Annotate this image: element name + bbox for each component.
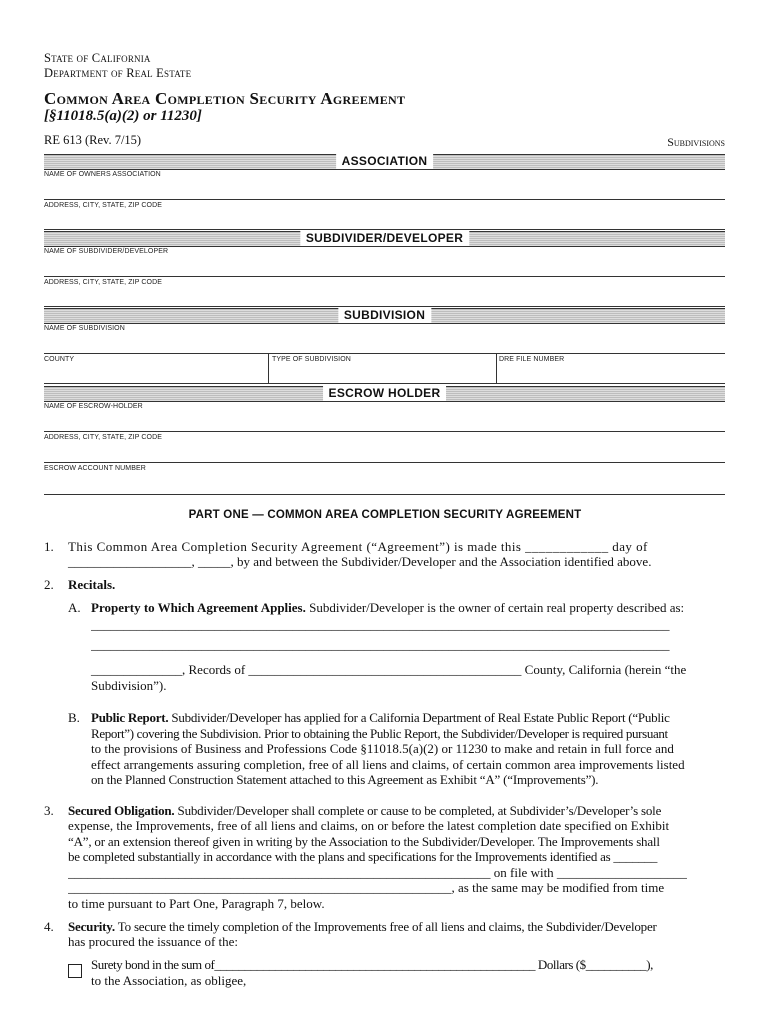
item2-title: Recitals. [68, 577, 116, 592]
subdivider-section-title: SUBDIVIDER/DEVELOPER [300, 231, 469, 246]
county-divider [268, 353, 269, 383]
part-one-heading: PART ONE — COMMON AREA COMPLETION SECURITY AGREEMENT [188, 509, 582, 521]
item2b-line5: on the Planned Construction Statement attached to this Agreement as Exhibit “A” (“Improvements”). [91, 772, 599, 787]
property-description-line1[interactable]: _________________________________________________________________________________________ [91, 617, 670, 632]
item2a-letter: A. [68, 600, 81, 615]
association-name-label: NAME OF OWNERS ASSOCIATION [44, 171, 161, 178]
item2b-heading: Public Report. [91, 710, 169, 725]
item3-line3: “A”, or an extension thereof given in writing by the Association to the Subdivider/Developer. The Improvements shall [68, 834, 660, 849]
item2b-line1 [91, 710, 670, 726]
escrow-account-field[interactable] [44, 494, 725, 495]
surety-bond-obligee: to the Association, as obligee, [91, 973, 247, 988]
subdivider-address-field[interactable] [44, 306, 725, 307]
property-records-line[interactable]: ______________, Records of __________________________________________ County, California (herein “the [91, 662, 687, 677]
surety-bond-line[interactable]: Surety bond in the sum of_____________________________________________________ Dollars ($__________), [91, 957, 653, 972]
property-description-line2[interactable]: _________________________________________________________________________________________ [91, 637, 670, 652]
association-section-bar [44, 154, 725, 170]
item2b-body-1: Subdivider/Developer has applied for a California Department of Real Estate Public Report (“Public [168, 710, 670, 725]
item2b-line3: to the provisions of Business and Professions Code §11018.5(a)(2) or 11230 to make and retain in full force and [91, 741, 674, 756]
item3-line2: expense, the Improvements, free of all liens and claims, on or before the latest completion date specified on Exhibit [68, 818, 670, 833]
subdivider-name-field[interactable] [44, 276, 725, 277]
item4-heading: Security. [68, 919, 115, 934]
item2b-letter: B. [68, 710, 80, 725]
form-number: RE 613 (Rev. 7/15) [44, 133, 142, 147]
item2-number: 2. [44, 577, 54, 592]
item1-number: 1. [44, 539, 54, 554]
item3-plans-line2[interactable]: ___________________________________________________________, as the same may be modified from time [68, 880, 665, 895]
item3-line7: to time pursuant to Part One, Paragraph 7, below. [68, 896, 325, 911]
property-subdivision-close: Subdivision”). [91, 678, 167, 693]
subdivision-details-field[interactable] [44, 383, 725, 384]
type-divider [496, 353, 497, 383]
item2a-text [91, 600, 684, 616]
escrow-address-label: ADDRESS, CITY, STATE, ZIP CODE [44, 434, 163, 441]
item2a-heading: Property to Which Agreement Applies. [91, 600, 306, 615]
item2b-line4: effect arrangements assuring completion, free of all liens and claims, of certain common area improvements listed [91, 757, 685, 772]
department-name: Department of Real Estate [44, 66, 192, 80]
item1-line2: ___________________, _____, by and between the Subdivider/Developer and the Association identified above. [68, 554, 652, 569]
association-address-label: ADDRESS, CITY, STATE, ZIP CODE [44, 202, 163, 209]
item3-plans-line[interactable]: _________________________________________________________________ on file with ____________________ [68, 865, 687, 880]
subdivision-county-label: COUNTY [44, 356, 75, 363]
item1-line1: This Common Area Completion Security Agreement (“Agreement”) is made this ____________ day of [68, 539, 648, 554]
form-category: Subdivisions [667, 135, 725, 149]
item3-body-1: Subdivider/Developer shall complete or cause to be completed, at Subdivider’s/Developer’s sole [174, 803, 662, 818]
item4-body-1: To secure the timely completion of the Improvements free of all liens and claims, the Subdivider/Developer [114, 919, 657, 934]
item3-heading: Secured Obligation. [68, 803, 175, 818]
form-title: Common Area Completion Security Agreement [44, 89, 406, 108]
item4-line2: has procured the issuance of the: [68, 934, 239, 949]
subdivider-section-bar [44, 231, 725, 247]
subdivision-section-title: SUBDIVISION [338, 308, 431, 323]
escrow-account-label: ESCROW ACCOUNT NUMBER [44, 465, 146, 472]
item2a-body: Subdivider/Developer is the owner of certain real property described as: [305, 600, 685, 615]
state-name: State of California [44, 51, 151, 65]
item3-line4: be completed substantially in accordance with the plans and specifications for the Improvements identified as _______ [68, 849, 658, 864]
subdivision-name-field[interactable] [44, 353, 725, 354]
item2b-line2: Report”) covering the Subdivision. Prior to obtaining the Public Report, the Subdivider/Developer is required pursuant [91, 726, 668, 741]
escrow-section-title: ESCROW HOLDER [323, 386, 447, 401]
subdivision-dre-label: DRE FILE NUMBER [499, 356, 565, 363]
item3-line1 [68, 803, 661, 819]
association-address-field[interactable] [44, 199, 725, 200]
association-section-title: ASSOCIATION [336, 154, 434, 169]
item3-number: 3. [44, 803, 54, 818]
item4-number: 4. [44, 919, 54, 934]
escrow-section-bar [44, 386, 725, 402]
item4-line1 [68, 919, 657, 935]
subdivision-type-label: TYPE OF SUBDIVISION [272, 356, 351, 363]
escrow-name-field[interactable] [44, 431, 725, 432]
subdivision-name-label: NAME OF SUBDIVISION [44, 325, 125, 332]
subdivider-name-label: NAME OF SUBDIVIDER/DEVELOPER [44, 248, 169, 255]
subdivision-section-bar [44, 308, 725, 324]
subdivider-address-label: ADDRESS, CITY, STATE, ZIP CODE [44, 279, 163, 286]
association-address-input[interactable] [44, 229, 725, 230]
escrow-name-label: NAME OF ESCROW-HOLDER [44, 403, 143, 410]
escrow-address-field[interactable] [44, 462, 725, 463]
form-subtitle: [§11018.5(a)(2) or 11230] [44, 108, 202, 124]
surety-bond-checkbox[interactable] [68, 964, 82, 978]
